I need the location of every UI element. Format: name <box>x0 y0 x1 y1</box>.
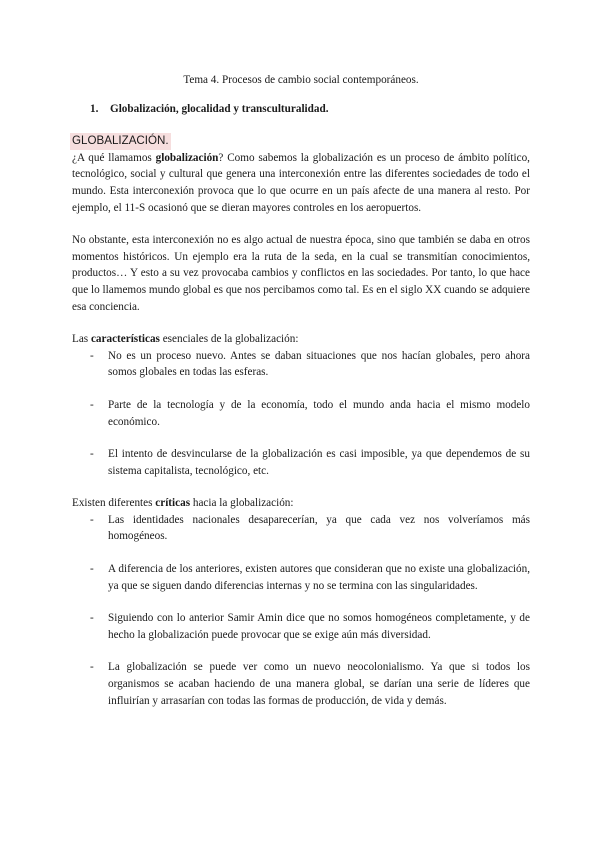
list-item-text: Parte de la tecnología y de la economía, todo el mundo anda hacia el mismo modelo económico. <box>108 398 530 428</box>
dash-marker: - <box>90 398 94 411</box>
critiques-list <box>72 512 530 709</box>
intro-after-bold: ? Como sabemos la globalización es un proceso de ámbito político, tecnológico, social y cultural que genera una interconexión entre las diferentes sociedades de todo el mundo. Esta interconexión provoca que lo que ocurre en un país afecte de una manera al resto. Por ejemplo, el 11-S ocasionó que se dieran mayores controles en los aeropuertos. <box>72 151 530 214</box>
intro-paragraph <box>72 150 530 216</box>
dash-marker: - <box>90 563 94 576</box>
list-item-text: A diferencia de los anteriores, existen autores que consideran que no existe una globalización, ya que se siguen dando diferencias internas y no se termina con las singularidades. <box>108 563 530 592</box>
dash-marker: - <box>90 448 94 461</box>
characteristics-lead-before: Las <box>72 333 91 346</box>
dash-marker: - <box>90 349 94 362</box>
list-item <box>72 512 530 545</box>
characteristics-lead <box>72 331 530 348</box>
dash-marker: - <box>90 612 94 625</box>
critiques-lead-before: Existen diferentes <box>72 497 156 510</box>
list-item <box>72 561 530 594</box>
list-item-text: La globalización se puede ver como un nuevo neocolonialismo. Ya que si todos los organismos se acaban haciendo de una manera global, se darían una serie de líderes que influirían y arrasarían con todas las formas de producción, de vida y demás. <box>108 661 530 707</box>
list-item <box>72 659 530 709</box>
section-label-row <box>72 133 530 150</box>
intro-before-bold: ¿A qué llamamos <box>72 151 156 164</box>
document-title: Tema 4. Procesos de cambio social contemporáneos. <box>183 74 419 86</box>
list-item <box>72 348 530 381</box>
list-item <box>72 610 530 643</box>
heading-text: Globalización, glocalidad y transculturalidad. <box>110 102 329 115</box>
critiques-lead-bold: críticas <box>155 497 191 510</box>
list-item-text: Las identidades nacionales desaparecerían, ya que cada vez nos volveríamos más homogéneos. <box>108 513 530 543</box>
list-item <box>72 446 530 479</box>
section-label: GLOBALIZACIÓN. <box>70 133 171 150</box>
history-paragraph: No obstante, esta interconexión no es algo actual de nuestra época, sino que también se daba en otros momentos históricos. Un ejemplo era la ruta de la seda, en la cual se transmitían conocimientos, productos… Y esto a su vez provocaba cambios y conflictos en las sociedades. Por tanto, lo que hace que lo llamemos mundo global es que nos percibamos como tal. Es en el siglo XX cuando se adquiere esa conciencia. <box>72 234 530 313</box>
list-item <box>72 397 530 430</box>
critiques-lead <box>72 495 530 512</box>
characteristics-lead-bold: características <box>90 333 160 346</box>
dash-marker: - <box>90 661 94 674</box>
list-item-text: El intento de desvincularse de la globalización es casi imposible, ya que dependemos de su sistema capitalista, tecnológico, etc. <box>108 448 530 477</box>
critiques-lead-after: hacia la globalización: <box>190 497 294 510</box>
characteristics-lead-after: esenciales de la globalización: <box>159 333 299 346</box>
intro-bold-term: globalización <box>155 151 219 164</box>
list-item-text: No es un proceso nuevo. Antes se daban situaciones que nos hacían globales, pero ahora somos globales en todas las esferas. <box>108 349 530 379</box>
dash-marker: - <box>90 513 94 526</box>
characteristics-list <box>72 348 530 480</box>
heading-number: 1. <box>90 102 99 115</box>
section-heading <box>90 101 530 118</box>
list-item-text: Siguiendo con lo anterior Samir Amin dice que no somos homogéneos completamente, y de hecho la globalización puede provocar que se exige aún más diversidad. <box>108 612 530 641</box>
